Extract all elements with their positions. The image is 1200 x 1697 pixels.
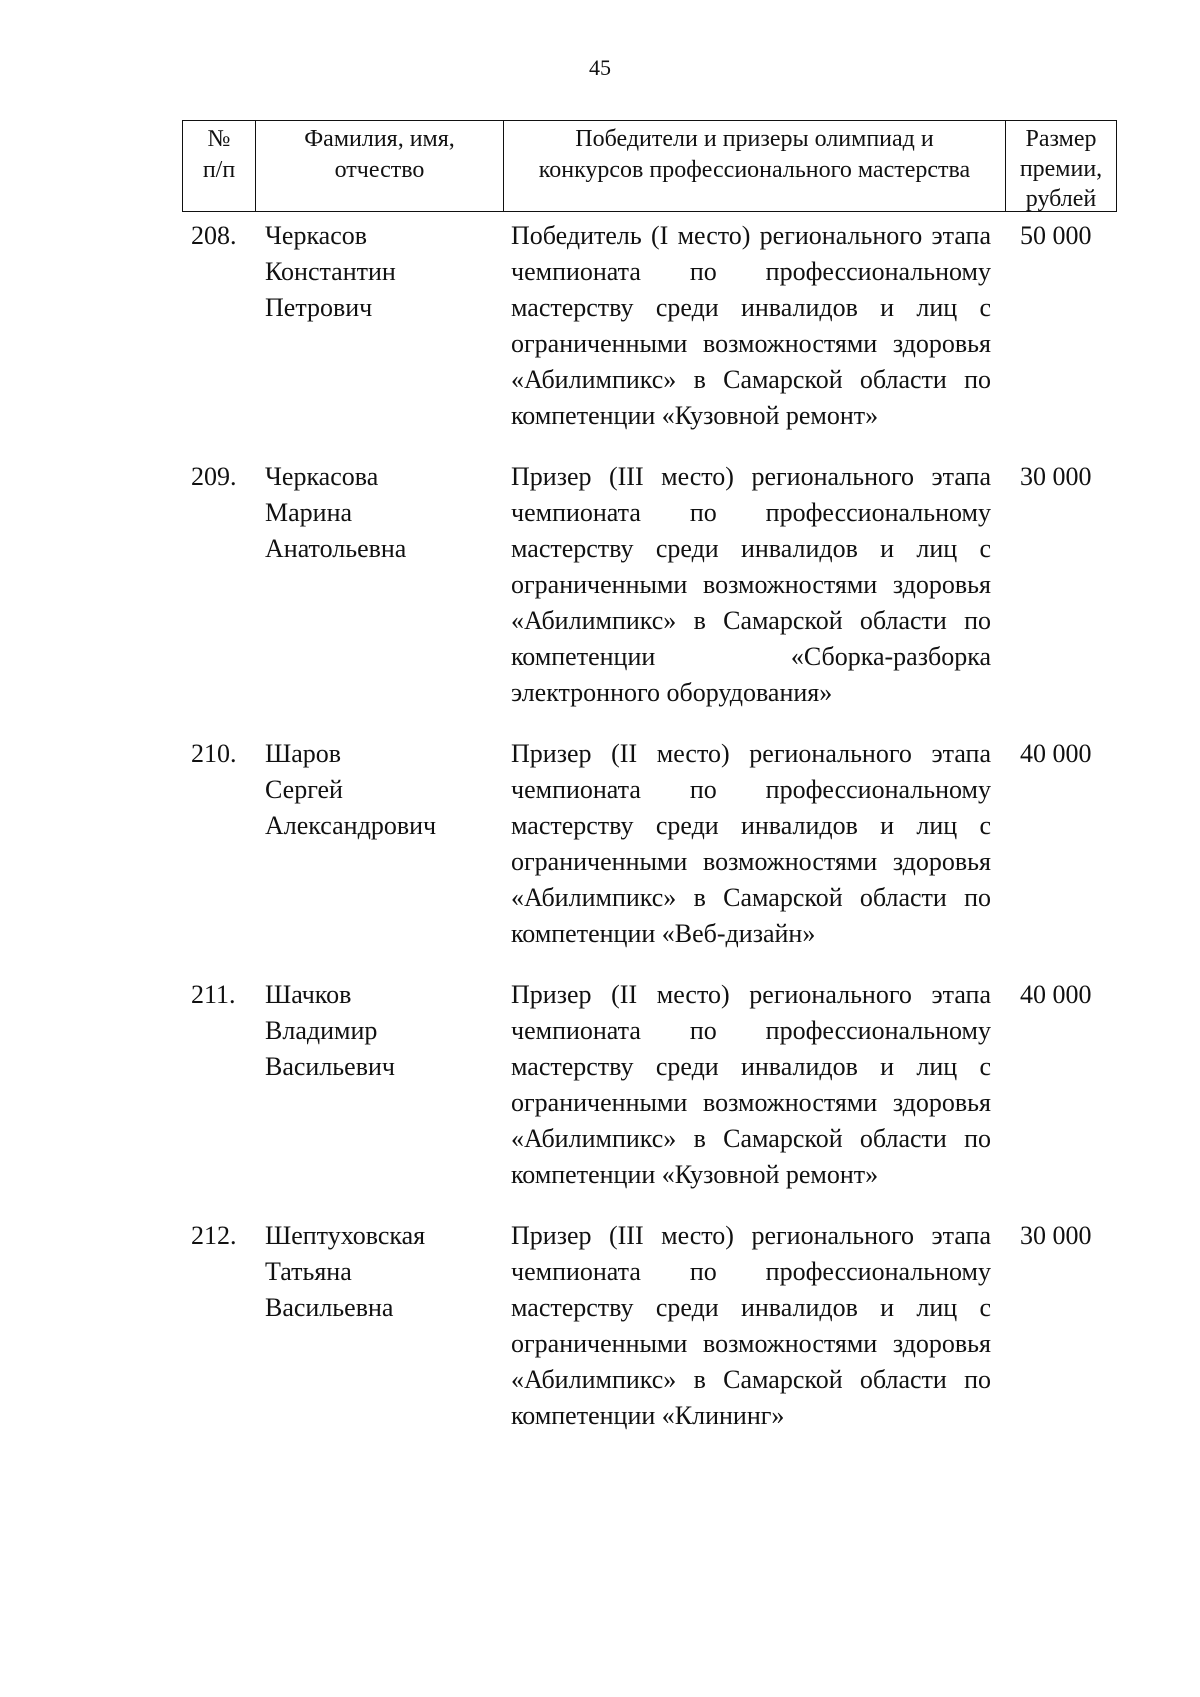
row-number: 208. (191, 221, 237, 250)
page-number: 45 (589, 55, 611, 80)
row-name: Черкасова Марина Анатольевна (265, 462, 407, 563)
table-row (0, 459, 1200, 711)
row-amount: 30 000 (1020, 1221, 1092, 1250)
row-amount: 40 000 (1020, 980, 1092, 1009)
row-amount: 40 000 (1020, 739, 1092, 768)
row-amount: 50 000 (1020, 221, 1092, 250)
row-name: Шачков Владимир Васильевич (265, 980, 395, 1081)
row-description: Призер (III место) регионального этапа чемпионата по профессиональному мастерству среди инвалидов и лиц с ограниченными возможностями здоровья «Абилимпикс» в Самарской области по компетенции «Клининг» (511, 1221, 991, 1430)
row-description: Победитель (I место) регионального этапа чемпионата по профессиональному мастерству среди инвалидов и лиц с ограниченными возможностями здоровья «Абилимпикс» в Самарской области по компетенции «Кузовной ремонт» (511, 221, 991, 430)
header-col-name: Фамилия, имя, отчество (256, 121, 504, 211)
row-description: Призер (II место) регионального этапа чемпионата по профессиональному мастерству среди инвалидов и лиц с ограниченными возможностями здоровья «Абилимпикс» в Самарской области по компетенции «Веб-дизайн» (511, 739, 991, 948)
row-number: 209. (191, 462, 237, 491)
row-number: 212. (191, 1221, 237, 1250)
table-row (0, 736, 1200, 952)
row-number: 210. (191, 739, 237, 768)
header-col-amount: Размер премии, рублей (1019, 126, 1103, 212)
row-name: Шаров Сергей Александрович (265, 739, 437, 840)
header-col-number: № п/п (183, 121, 256, 211)
table-body (0, 212, 1200, 1434)
row-description: Призер (II место) регионального этапа чемпионата по профессиональному мастерству среди инвалидов и лиц с ограниченными возможностями здоровья «Абилимпикс» в Самарской области по компетенции «Кузовной ремонт» (511, 980, 991, 1189)
row-name: Черкасов Константин Петрович (265, 221, 396, 322)
table-row (0, 1218, 1200, 1434)
row-description: Призер (III место) регионального этапа чемпионата по профессиональному мастерству среди инвалидов и лиц с ограниченными возможностями здоровья «Абилимпикс» в Самарской области по компетенции «Сборка-разборка электронного оборудования» (511, 462, 991, 707)
header-col-description: Победители и призеры олимпиад и конкурсов профессионального мастерства (504, 121, 1006, 211)
row-amount: 30 000 (1020, 462, 1092, 491)
table-header (182, 120, 1117, 212)
table-row (0, 977, 1200, 1193)
table-row (0, 218, 1200, 434)
row-name: Шептуховская Татьяна Васильевна (265, 1221, 426, 1322)
row-number: 211. (191, 980, 236, 1009)
